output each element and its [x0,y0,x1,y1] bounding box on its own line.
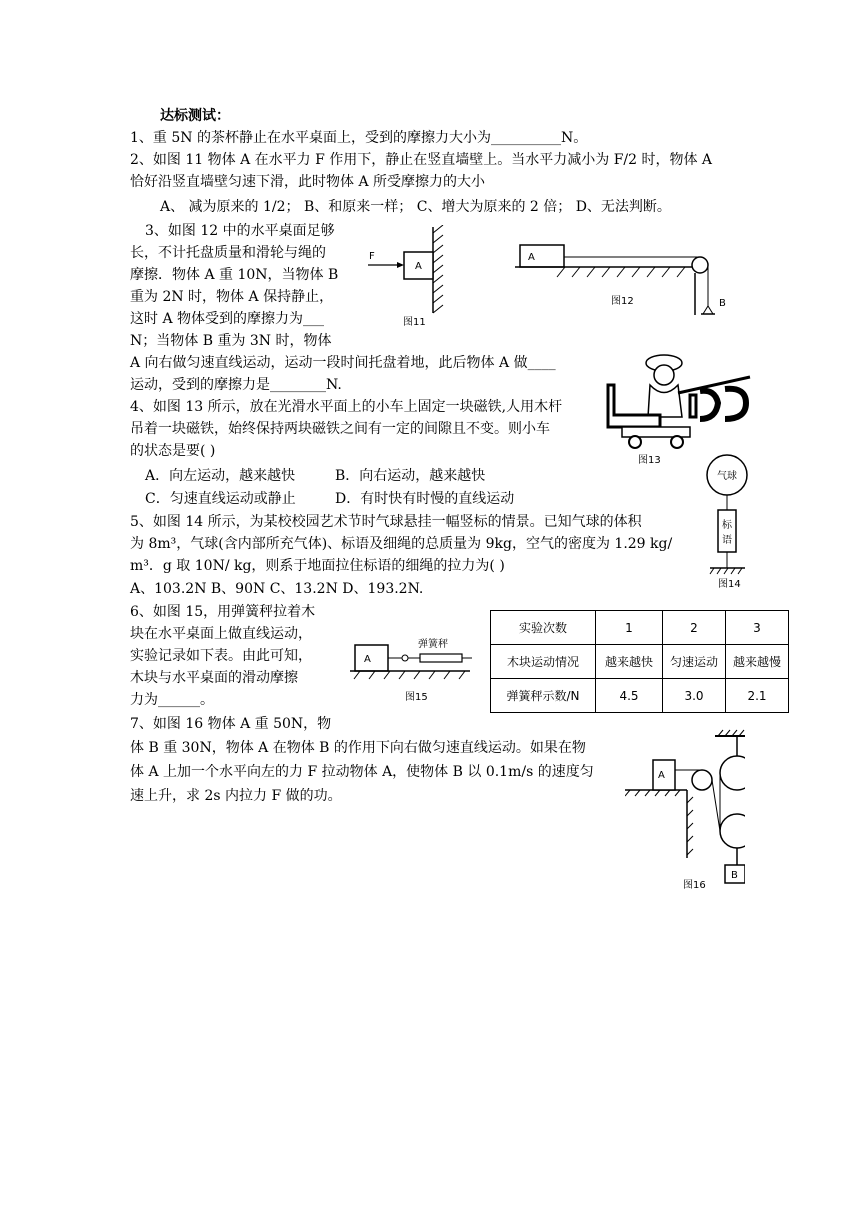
q6-text-line1: 6、如图 15，用弹簧秤拉着木 [130,604,316,620]
table-cell: 3 [726,611,789,645]
table-row [491,679,789,713]
lower-pulley [720,814,745,848]
q3-text-line7: A 向右做匀速直线运动，运动一段时间托盘着地，此后物体 A 做____ [130,355,556,371]
q3-text-line2: 长，不计托盘质量和滑轮与绳的 [130,245,326,261]
q4-text-line2: 吊着一块磁铁，始终保持两块磁铁之间有一定的间隙且不变。则小车 [130,421,550,437]
q7-text-line4: 速上升，求 2s 内拉力 F 做的功。 [130,788,342,804]
figure-16-caption: 图16 [683,880,706,891]
figure-12 [515,240,740,325]
q3-text-line1: 3、如图 12 中的水平桌面足够 [145,223,335,239]
balloon-label: 气球 [717,471,737,482]
q5-text-line2: 为 8m³，气球(含内部所充气体)、标语及细绳的总质量为 9kg，空气的密度为 1.29 kg/ [130,536,673,552]
figure-11 [360,225,455,330]
experiment-table [490,610,789,713]
q5-options: A、103.2N B、90N C、13.2N D、193.2N. [130,581,424,597]
table-cell: 2.1 [726,679,789,713]
cart [622,427,690,437]
figure-15-caption: 图15 [405,692,428,703]
figure-14-caption: 图14 [718,579,741,590]
table-cell: 实验次数 [491,611,596,645]
q7-text-line2: 体 B 重 30N，物体 A 在物体 B 的作用下向右做匀速直线运动。如果在物 [130,740,586,756]
q3-text-line5: 这时 A 物体受到的摩擦力为___ [130,311,325,327]
table-cell: 越来越慢 [726,645,789,679]
q4-option-c: C．匀速直线运动或静止 [145,491,296,507]
block-b-label: B [731,870,738,881]
q3-text-line4: 重为 2N 时，物体 A 保持静止， [130,289,334,305]
upper-pulley [720,756,745,790]
block-a-label: A [528,252,535,263]
q6-text-line3: 实验记录如下表。由此可知， [130,648,312,664]
side-pulley [692,770,712,790]
figure-15 [350,625,480,710]
q4-option-a: A．向左运动，越来越快 [145,468,296,484]
table-cell: 2 [663,611,726,645]
table-cell: 越来越快 [596,645,663,679]
table-row [491,645,789,679]
section-heading: 达标测试： [160,108,230,124]
q7-text-line3: 体 A 上加一个水平向左的力 F 拉动物体 A，使物体 B 以 0.1m/s 的速度匀 [130,764,594,780]
q6-text-line2: 块在水平桌面上做直线运动， [130,626,312,642]
block-a [355,645,388,671]
spring-scale [420,654,462,662]
banner-char-2: 语 [722,535,732,546]
figure-16 [625,728,745,893]
scale-label: 弹簧秤 [418,639,448,650]
tray-b [703,306,713,314]
q3-text-line6: N；当物体 B 重为 3N 时，物体 [130,333,332,349]
table-cell: 1 [596,611,663,645]
table-cell: 3.0 [663,679,726,713]
figure-11-caption: 图11 [403,317,426,328]
figure-14 [700,450,760,592]
q4-option-d: D．有时快有时慢的直线运动 [335,491,515,507]
table-cell: 4.5 [596,679,663,713]
block-a-label: A [415,261,422,272]
q3-text-line3: 摩擦．物体 A 重 10N，当物体 B [130,267,339,283]
force-label: F [369,251,375,262]
q2-options: A、 减为原来的 1/2； B、和原来一样； C、增大为原来的 2 倍； D、无法判断。 [160,199,671,215]
banner-char-1: 标 [722,520,732,531]
table-cell: 木块运动情况 [491,645,596,679]
table-cell: 弹簧秤示数/N [491,679,596,713]
figure-13-caption: 图13 [638,455,661,466]
block-b-label: B [719,298,726,309]
q4-text-line1: 4、如图 13 所示，放在光滑水平面上的小车上固定一块磁铁,人用木杆 [130,399,563,415]
q3-text-line8: 运动，受到的摩擦力是________N. [130,377,342,393]
figure-12-caption: 图12 [611,296,634,307]
table-cell: 匀速运动 [663,645,726,679]
q4-text-line3: 的状态是要( ) [130,443,216,459]
block-a-label: A [364,654,371,665]
q6-text-line5: 力为______。 [130,692,214,708]
block-a-label: A [658,770,665,781]
q1-text: 1、重 5N 的茶杯静止在水平桌面上，受到的摩擦力大小为__________N。 [130,130,588,146]
q2-text-line2: 恰好沿竖直墙壁匀速下滑，此时物体 A 所受摩擦力的大小 [130,174,486,190]
block-a [520,245,564,267]
q5-text-line1: 5、如图 14 所示，为某校校园艺术节时气球悬挂一幅竖标的情景。已知气球的体积 [130,514,642,530]
q7-text-line1: 7、如图 16 物体 A 重 50N，物 [130,716,332,732]
pulley [692,257,708,273]
q2-text-line1: 2、如图 11 物体 A 在水平力 F 作用下，静止在竖直墙壁上。当水平力减小为 F/2 时，物体 A [130,152,713,168]
q4-option-b: B．向右运动，越来越快 [335,468,486,484]
q6-text-line4: 木块与水平桌面的滑动摩擦 [130,670,298,686]
q5-text-line3: m³．g 取 10N/ kg，则系于地面拉住标语的细绳的拉力为( ) [130,558,505,574]
table-row [491,611,789,645]
